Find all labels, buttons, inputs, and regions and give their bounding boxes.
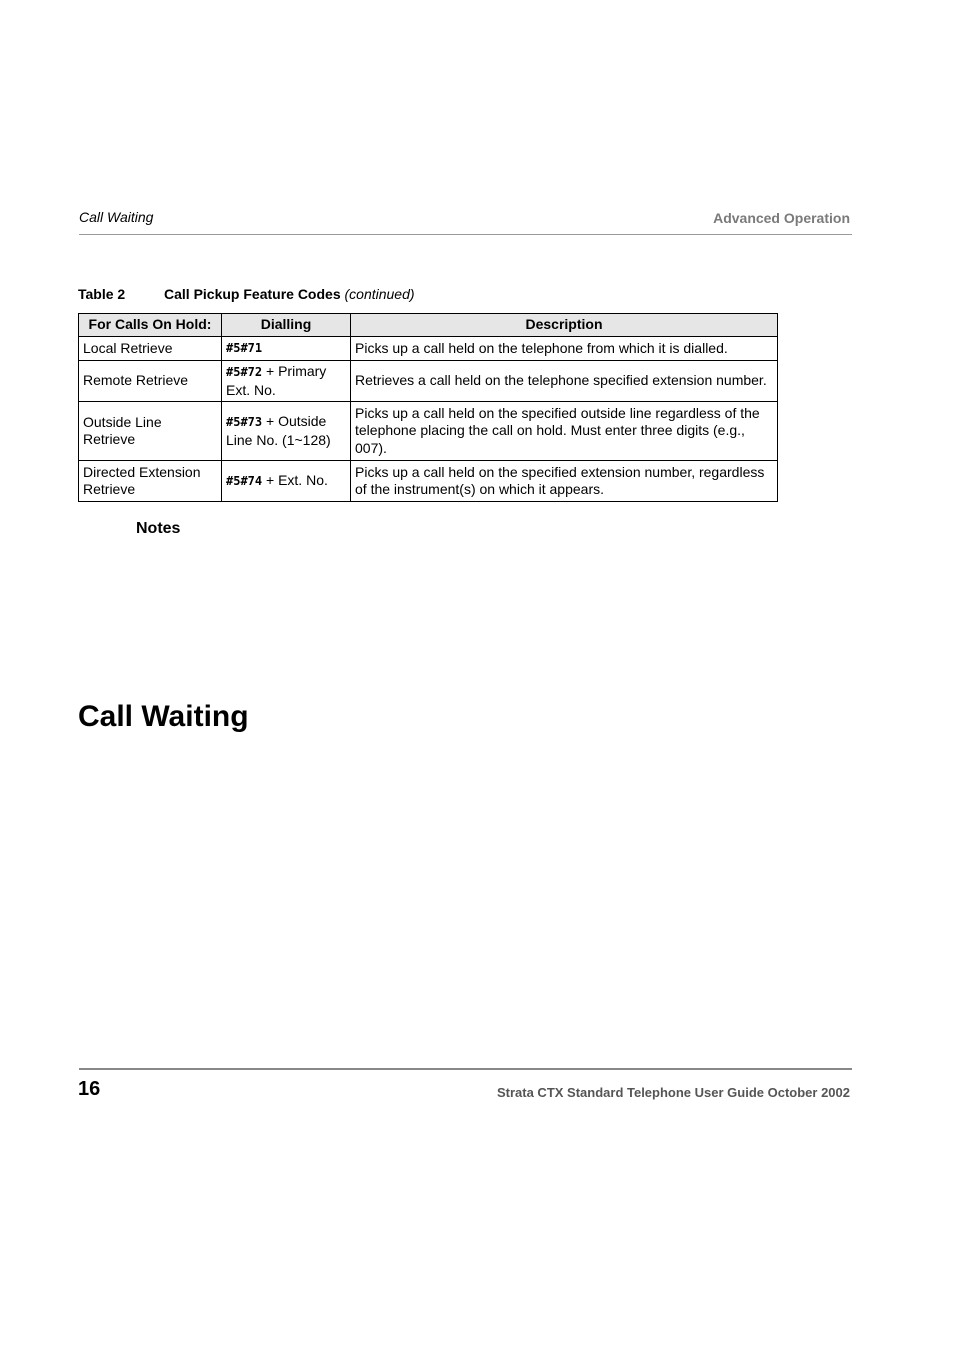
header-divider xyxy=(79,234,852,235)
feature-code: #5#71 xyxy=(226,341,263,356)
table-row xyxy=(79,337,778,361)
page-number: 16 xyxy=(78,1078,101,1100)
dialling-suffix: + Primary Ext. No. xyxy=(226,363,327,398)
description-cell: Picks up a call held on the specified extension number, regardless of the instrument(s) on which it appears. xyxy=(351,461,778,502)
footer-divider xyxy=(79,1068,852,1070)
description-cell: Picks up a call held on the telephone from which it is dialled. xyxy=(351,337,778,361)
table-header-row xyxy=(79,314,778,337)
table-title: Call Pickup Feature Codes xyxy=(164,286,341,302)
dialling-cell xyxy=(222,461,351,502)
table-row xyxy=(79,461,778,502)
call-pickup-table xyxy=(78,313,778,502)
table-continued: (continued) xyxy=(344,286,415,302)
description-cell: Picks up a call held on the specified outside line regardless of the telephone placing the call on hold. Must enter three digits (e.g., 007). xyxy=(351,402,778,461)
column-header-dialling: Dialling xyxy=(222,314,351,337)
feature-cell: Remote Retrieve xyxy=(79,361,222,402)
feature-cell: Local Retrieve xyxy=(79,337,222,361)
section-title: Call Waiting xyxy=(78,700,249,733)
column-header-description: Description xyxy=(351,314,778,337)
feature-code: #5#73 xyxy=(226,415,263,429)
footer-guide-title: Strata CTX Standard Telephone User Guide October 2002 xyxy=(496,1085,850,1100)
feature-code: #5#74 xyxy=(226,473,263,488)
dialling-suffix: + Ext. No. xyxy=(262,471,328,488)
table-caption xyxy=(78,286,415,302)
feature-cell: Outside Line Retrieve xyxy=(79,402,222,461)
running-header-chapter: Advanced Operation xyxy=(713,210,850,226)
column-header-feature: For Calls On Hold: xyxy=(79,314,222,337)
feature-cell: Directed Extension Retrieve xyxy=(79,461,222,502)
notes-heading: Notes xyxy=(136,520,181,537)
dialling-suffix: + Outside Line No. (1~128) xyxy=(226,413,331,448)
dialling-cell xyxy=(222,337,351,361)
feature-code: #5#72 xyxy=(226,365,263,379)
description-cell: Retrieves a call held on the telephone specified extension number. xyxy=(351,361,778,402)
table-number: Table 2 xyxy=(78,286,126,302)
table-row xyxy=(79,402,778,461)
dialling-cell xyxy=(222,402,351,461)
running-header-section: Call Waiting xyxy=(79,209,154,225)
dialling-cell xyxy=(222,361,351,402)
table-row xyxy=(79,361,778,402)
